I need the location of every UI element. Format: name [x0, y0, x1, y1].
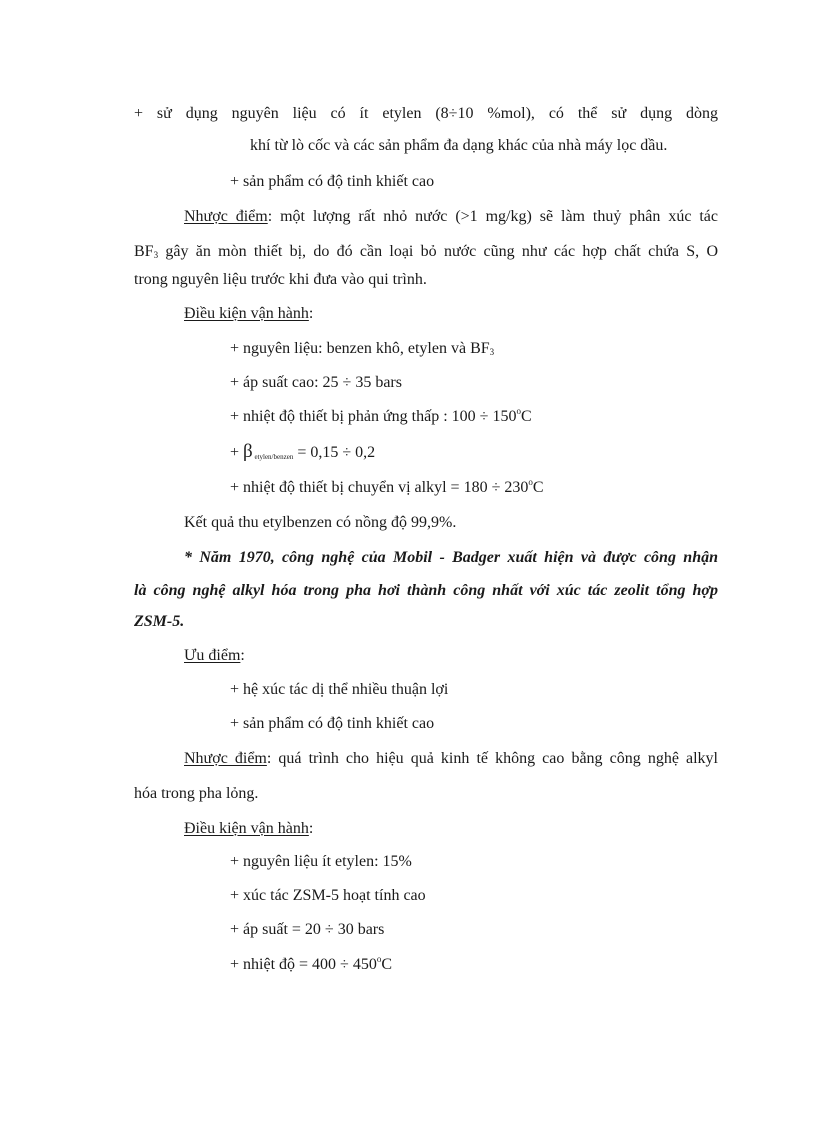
para-text: hóa trong pha lỏng.	[134, 785, 259, 802]
bullet-text: + xúc tác ZSM-5 hoạt tính cao	[230, 887, 426, 904]
label-colon: :	[308, 820, 314, 837]
section-label-disadvantage-2: Nhược điểm	[184, 750, 267, 767]
mobil-badger-para-2	[134, 581, 718, 601]
section-label-advantage: Ưu điểm	[184, 647, 241, 664]
bullet-purity	[230, 172, 434, 192]
section-label-conditions: Điều kiện vận hành	[184, 305, 309, 322]
advantage-heading	[184, 646, 245, 666]
bullet-text: + nhiệt độ thiết bị phản ứng thấp : 100 ÷ 150	[230, 408, 517, 425]
bullet-text: + nhiệt độ = 400 ÷ 450	[230, 956, 377, 973]
bullet-text: + nguyên liệu: benzen khô, etylen và BF	[230, 340, 490, 357]
para-text: trong nguyên liệu trước khi đưa vào qui trình.	[134, 271, 427, 288]
bullet-text: +	[230, 444, 244, 461]
condition-transalkyl-temp	[230, 478, 544, 498]
result-sentence	[184, 513, 456, 533]
para-text: : một lượng rất nhỏ nước (>1 mg/kg) sẽ làm thuỷ phân xúc tác	[267, 208, 719, 225]
beta-symbol: β	[243, 441, 253, 462]
bullet-text: + nguyên liệu ít etylen: 15%	[230, 853, 412, 870]
disadvantage-para-2	[134, 242, 718, 262]
disadvantage2-para-2	[134, 784, 258, 804]
disadvantage2-para-1	[184, 749, 718, 769]
formula-subscript: 3	[153, 250, 159, 260]
para-text: Kết quả thu etylbenzen có nồng độ 99,9%.	[184, 514, 457, 531]
condition2-catalyst	[230, 886, 426, 906]
bullet-text: + nhiệt độ thiết bị chuyển vị alkyl = 180 ÷ 230	[230, 479, 529, 496]
unit-text: C	[381, 956, 392, 973]
section-label-conditions-2: Điều kiện vận hành	[184, 820, 309, 837]
condition-reactor-temp	[230, 407, 532, 427]
bullet-text: + sử dụng nguyên liệu có ít etylen (8÷10 %mol), có thể sử dụng dòng	[134, 105, 718, 122]
bullet-text: + hệ xúc tác dị thể nhiều thuận lợi	[230, 681, 449, 698]
para-text: ZSM-5.	[134, 613, 185, 630]
label-colon: :	[240, 647, 245, 664]
bullet-text: khí từ lò cốc và các sản phẩm đa dạng khác của nhà máy lọc dầu.	[250, 137, 668, 154]
disadvantage-para-1	[184, 207, 718, 227]
unit-text: C	[520, 408, 532, 425]
bullet-text: + áp suất = 20 ÷ 30 bars	[230, 921, 385, 938]
formula-subscript: 3	[489, 347, 495, 357]
ratio-subscript: etylen/benzen	[252, 453, 294, 461]
section-label-disadvantage: Nhược điểm	[184, 208, 268, 225]
para-text: * Năm 1970, công nghệ của Mobil - Badger xuất hiện và được công nhận	[184, 549, 718, 566]
degree-superscript: o	[516, 406, 521, 416]
para-text: là công nghệ alkyl hóa trong pha hơi thành công nhất với xúc tác zeolit tổng hợp	[134, 582, 718, 599]
bullet-text: = 0,15 ÷ 0,2	[293, 444, 376, 461]
label-colon: :	[308, 305, 314, 322]
unit-text: C	[532, 479, 544, 496]
operating-conditions-heading	[184, 304, 313, 324]
formula-text: BF	[134, 243, 154, 260]
para-text: : quá trình cho hiệu quả kinh tế không cao bằng công nghệ alkyl	[266, 750, 718, 767]
para-text: gây ăn mòn thiết bị, do đó cần loại bỏ nước cũng như các hợp chất chứa S, O	[158, 243, 718, 260]
advantage-purity	[230, 714, 434, 734]
condition-feedstock	[230, 339, 494, 359]
condition2-temperature	[230, 955, 392, 975]
mobil-badger-para-3	[134, 612, 184, 632]
condition-beta-ratio	[230, 442, 375, 463]
condition2-feedstock	[230, 852, 412, 872]
condition2-pressure	[230, 920, 384, 940]
mobil-badger-para-1	[184, 548, 718, 568]
advantage-catalyst	[230, 680, 448, 700]
bullet-text: + áp suất cao: 25 ÷ 35 bars	[230, 374, 402, 391]
bullet-feed-ethylene-cont	[250, 136, 667, 156]
disadvantage-para-3	[134, 270, 427, 290]
bullet-text: + sản phẩm có độ tinh khiết cao	[230, 715, 435, 732]
degree-superscript: o	[376, 954, 382, 964]
operating-conditions-heading-2	[184, 819, 313, 839]
condition-pressure	[230, 373, 402, 393]
degree-superscript: o	[528, 477, 533, 487]
bullet-feed-ethylene	[134, 104, 718, 124]
bullet-text: + sản phẩm có độ tinh khiết cao	[230, 173, 435, 190]
